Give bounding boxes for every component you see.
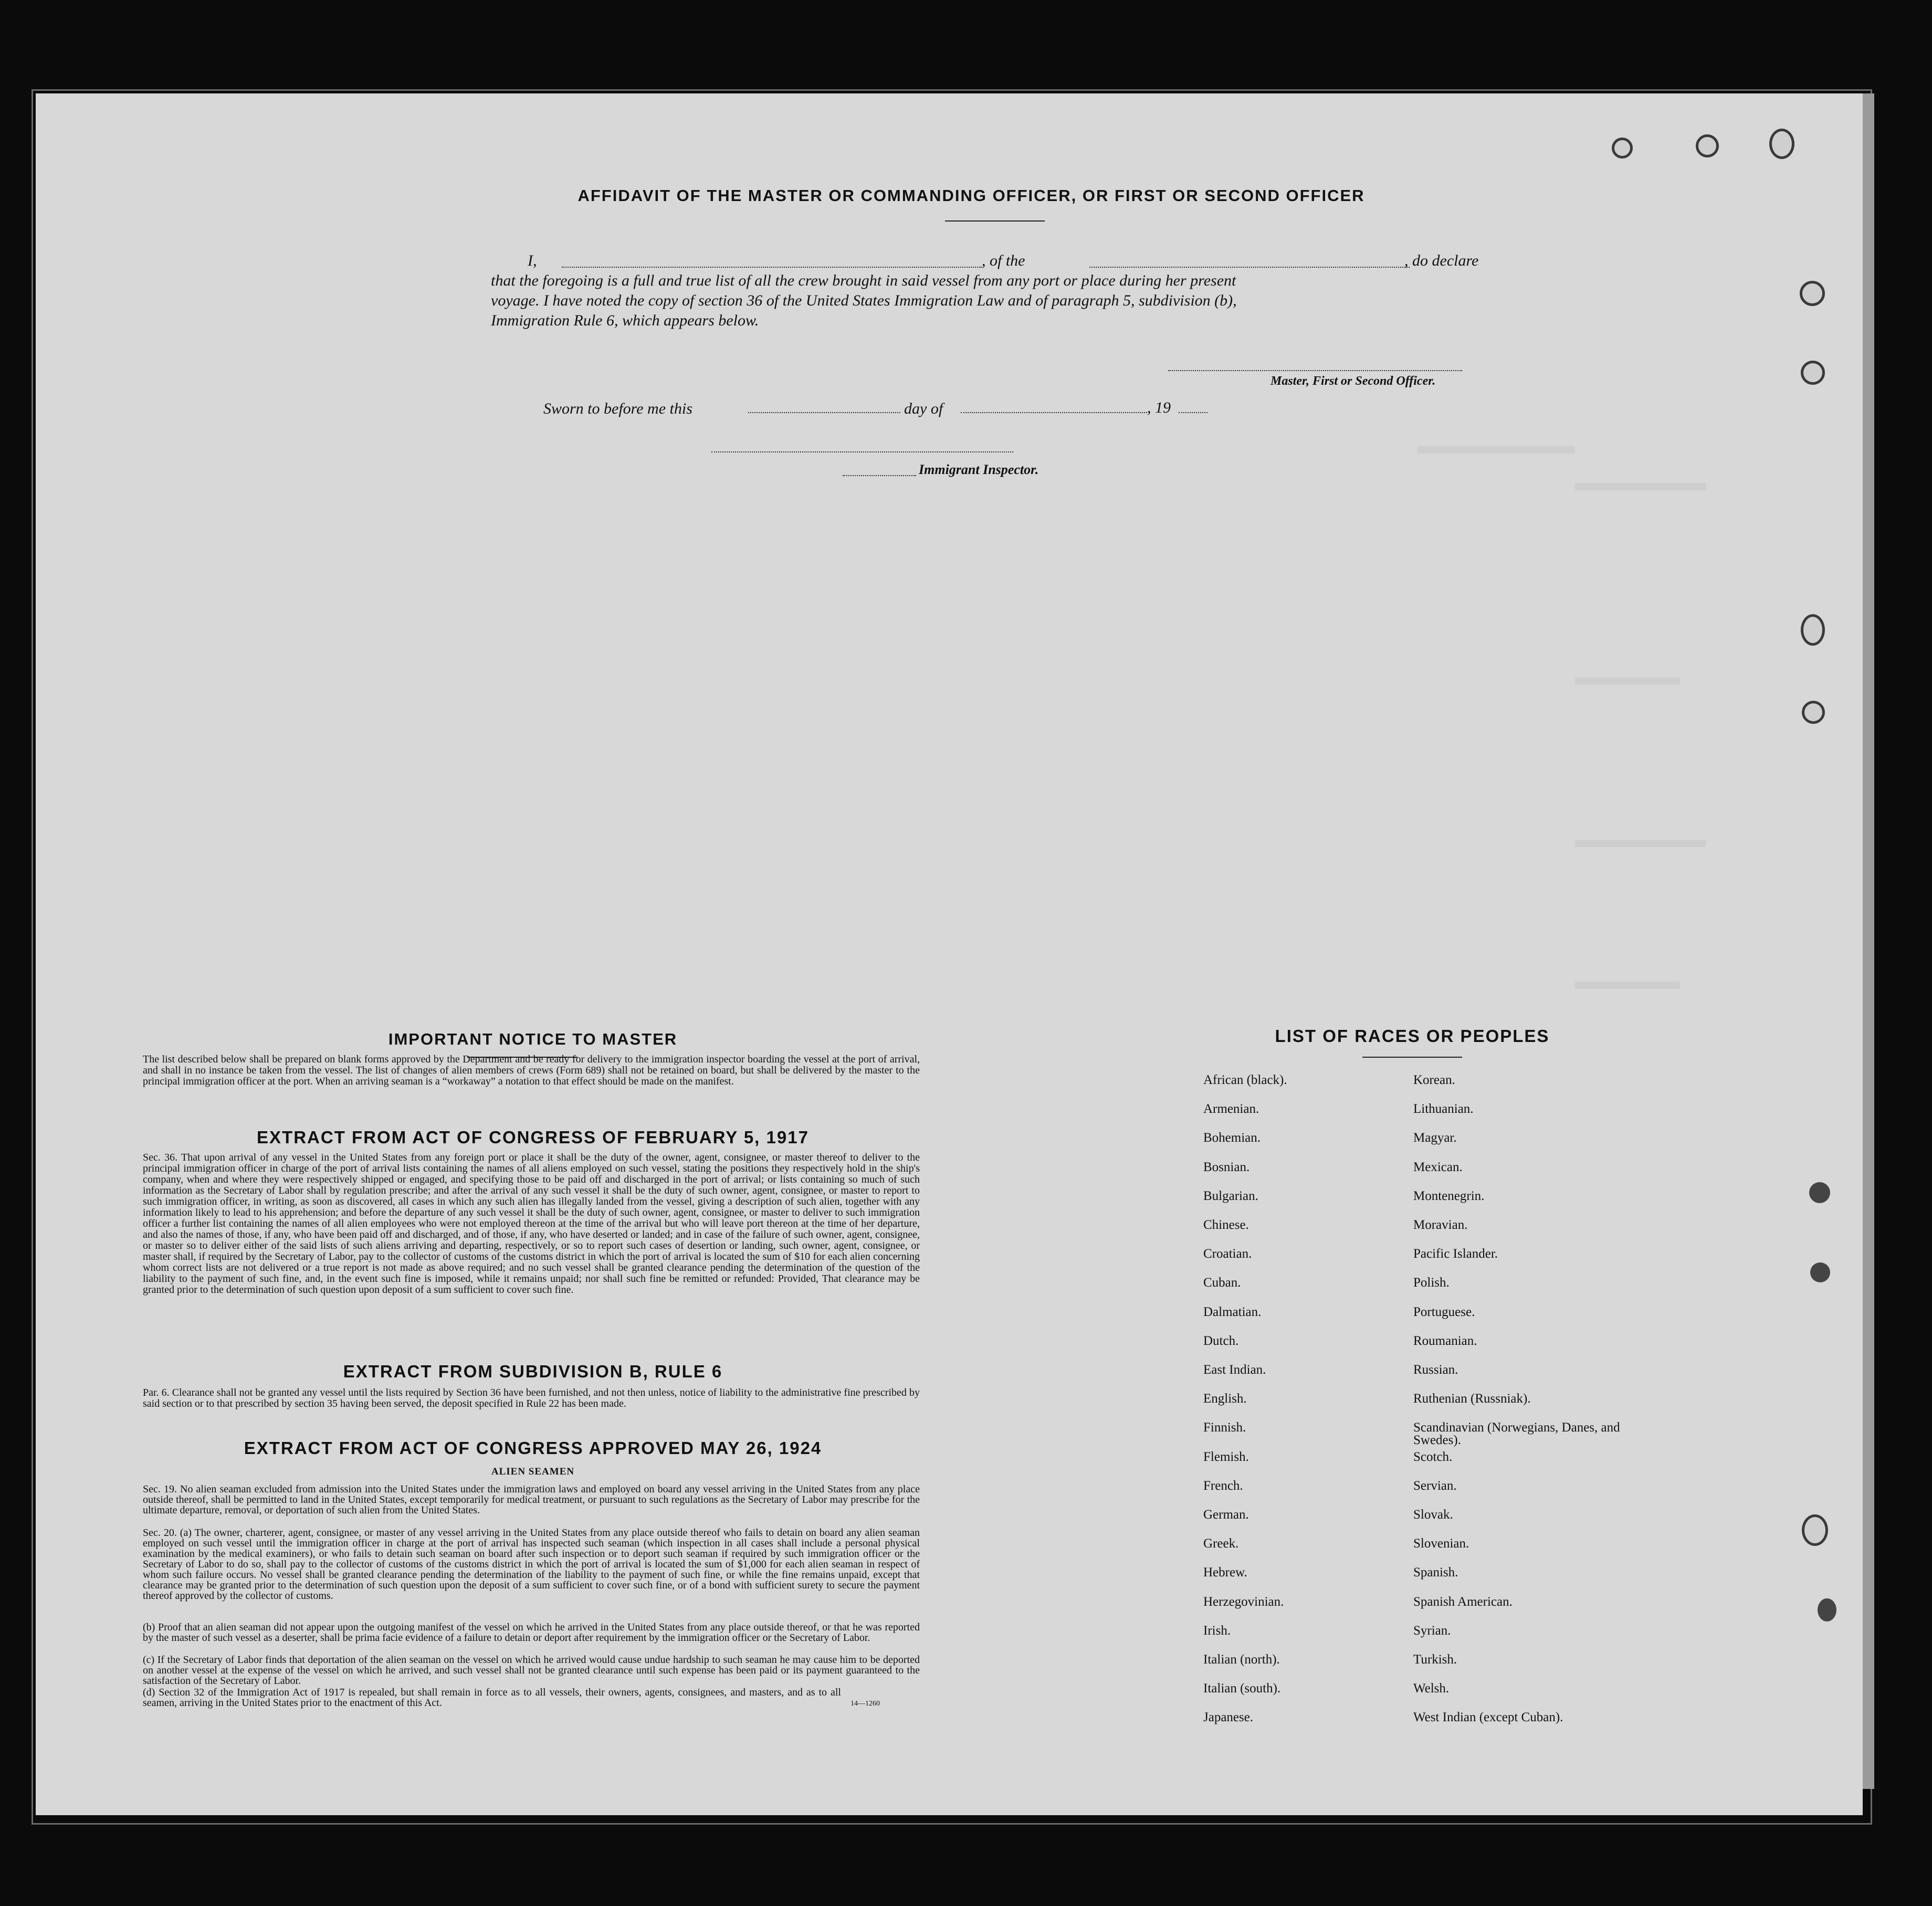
race-item: Hebrew. <box>1203 1565 1247 1580</box>
race-item: German. <box>1203 1508 1249 1522</box>
extract-1924-sec20c: (c) If the Secretary of Labor finds that deportation of the alien seaman on the vessel on which he arrived would cause undue hardship to such seaman he may cause him to be deported on another vessel at the expense of the vessel on which he arrived, and such vessel shall not be granted clearance until such expense has been paid or its payment guaranteed to the satisfaction of the Secretary of Labor. <box>143 1654 920 1687</box>
race-item: Cuban. <box>1203 1276 1241 1290</box>
race-item: Slovenian. <box>1413 1536 1469 1551</box>
vessel-blank[interactable] <box>1089 267 1410 268</box>
extract-1917-title: EXTRACT FROM ACT OF CONGRESS OF FEBRUARY 5, 1917 <box>257 1128 809 1147</box>
i-label: I, <box>528 252 537 269</box>
race-item: Roumanian. <box>1413 1333 1477 1348</box>
extract-1924-sec20a: Sec. 20. (a) The owner, charterer, agent, consignee, or master of any vessel arriving in the United States from any place outside thereof who fails to detain on board any alien seaman employed on such vessel until the immigration officer in charge at the port of arrival has inspected such seaman (which inspection in all cases shall include a personal physical examination by the medical examiners), or who fails to detain such seaman on board after such inspection or to deport such seaman if required by such immigration officer or the Secretary of Labor to do so, shall pay to the collector of customs of the customs district in which the port of arrival is located the sum of $1,000 for each alien seaman in respect of whom such failure occurs. No vessel shall be granted clearance pending the determination of the liability to the payment of such fine, or while the fine remains unpaid, except that clearance may be granted prior to the determination of such question upon the deposit of a sum sufficient to cover such fine, or of a bond with sufficient surety to secure the payment thereof approved by the collector of customs. <box>143 1527 920 1602</box>
race-item: English. <box>1203 1392 1247 1406</box>
year-label: , 19 <box>1147 399 1171 416</box>
punch-hole-icon <box>1800 281 1825 306</box>
race-item: Bulgarian. <box>1203 1188 1258 1203</box>
punch-hole-dark-icon <box>1809 1182 1830 1203</box>
race-item: Magyar. <box>1413 1131 1457 1145</box>
punch-hole-icon <box>1801 614 1825 646</box>
affidavit-line-2: that the foregoing is a full and true list of all the crew brought in said vessel from any port or place during her present <box>491 272 1236 289</box>
extract-1924-subtitle: ALIEN SEAMEN <box>491 1466 575 1477</box>
affidavit-line-4: Immigration Rule 6, which appears below. <box>491 312 759 329</box>
extract-1924-sec19: Sec. 19. No alien seaman excluded from admission into the United States under the immigration laws and employed on board any vessel arriving in the United States from any place outside thereof, shall be permitted to land in the United States, except temporarily for medical treatment, or pursuant to such regulations as the Secretary of Labor may prescribe for the ultimate departure, removal, or deportation of such alien from the United States. <box>143 1483 920 1516</box>
form-number: 14—1260 <box>850 1700 880 1708</box>
punch-hole-icon <box>1769 129 1794 159</box>
race-item: Slovak. <box>1413 1508 1453 1522</box>
extract-rule6-text: Par. 6. Clearance shall not be granted any vessel until the lists required by Section 36 have been furnished, and not then unless, notice of liability to the administrative fine prescribed by said section or to that prescribed by section 35 having been served, the deposit specified in Rule 22 has been made. <box>143 1387 920 1409</box>
notice-text: The list described below shall be prepared on blank forms approved by the Department and be ready for delivery to the immigration inspector boarding the vessel at the port of arrival, and shall in no instance be taken from the vessel. The list of changes of alien members of crews (Form 689) shall not be retained on board, but shall be delivered by the master to the principal immigration officer at the port. When an arriving seaman is a “workaway” a notation to that effect should be made on the manifest. <box>143 1054 920 1087</box>
sworn-label: Sworn to before me this <box>543 400 692 417</box>
affidavit-title: AFFIDAVIT OF THE MASTER OR COMMANDING OFFICER, OR FIRST OR SECOND OFFICER <box>578 186 1365 205</box>
notice-title: IMPORTANT NOTICE TO MASTER <box>388 1030 678 1048</box>
race-item: Lithuanian. <box>1413 1102 1474 1117</box>
race-item: Scandinavian (Norwegians, Danes, and Swedes). <box>1413 1420 1620 1448</box>
race-item: Portuguese. <box>1413 1304 1475 1319</box>
races-title-underline <box>1362 1057 1462 1058</box>
affidavit-body <box>491 251 1504 331</box>
punch-hole-icon <box>1612 138 1633 159</box>
name-blank[interactable] <box>562 267 982 268</box>
inspector-label: Immigrant Inspector. <box>919 462 1039 477</box>
race-item: Dalmatian. <box>1203 1304 1262 1319</box>
race-item: Armenian. <box>1203 1102 1259 1117</box>
punch-hole-dark-icon <box>1810 1262 1830 1282</box>
race-item: Mexican. <box>1413 1160 1463 1174</box>
race-item: West Indian (except Cuban). <box>1413 1710 1563 1725</box>
extract-1924-sec20b: (b) Proof that an alien seaman did not appear upon the outgoing manifest of the vessel on which he arrived in the United States from any place outside thereof, or that he was reported by the master of such vessel as a deserter, shall be prima facie evidence of a failure to detain or deport after requirement by the immigration officer or the Secretary of Labor. <box>143 1621 920 1644</box>
punch-hole-icon <box>1802 701 1825 724</box>
sworn-day-blank[interactable] <box>748 412 900 413</box>
race-item: Spanish American. <box>1413 1594 1513 1609</box>
race-item: French. <box>1203 1478 1243 1493</box>
race-item: Welsh. <box>1413 1681 1450 1696</box>
race-item: Dutch. <box>1203 1333 1239 1348</box>
race-item: Italian (north). <box>1203 1652 1280 1667</box>
race-item: Turkish. <box>1413 1652 1457 1667</box>
punch-hole-icon <box>1802 1514 1828 1546</box>
of-the-label: , of the <box>982 252 1025 269</box>
races-left-column <box>1203 1074 1403 1725</box>
race-item: Servian. <box>1413 1478 1457 1493</box>
race-item: Irish. <box>1203 1623 1231 1638</box>
affidavit-line-3: voyage. I have noted the copy of section 36 of the United States Immigration Law and of paragraph 5, subdivision (b), <box>491 292 1237 309</box>
race-item: Chinese. <box>1203 1218 1249 1232</box>
race-item: Finnish. <box>1203 1420 1246 1435</box>
race-item: African (black). <box>1203 1073 1287 1087</box>
punch-hole-icon <box>1696 134 1719 157</box>
race-item: Greek. <box>1203 1536 1239 1551</box>
punch-hole-dark-icon <box>1818 1598 1836 1621</box>
extract-1917-text: Sec. 36. That upon arrival of any vessel in the United States from any foreign port or place it shall be the duty of the owner, agent, consignee, or master thereof to deliver to the principal immigration officer in charge of the port of arrival lists containing the names of all aliens employed on such vessel, stating the positions they respectively hold in the ship's company, when and where they were respectively shipped or engaged, and specifying those to be paid off and discharged in the port of arrival; or lists containing so much of such information as the Secretary of Labor shall by regulation prescribe; and after the arrival of any such vessel it shall be the duty of such owner, agent, consignee, or master to report to such immigration officer, in writing, as soon as discovered, all cases in which any such alien has illegally landed from the vessel, giving a description of such alien, together with any information likely to lead to his apprehension; and before the departure of any such vessel it shall be the duty of such owner, agent, consignee, or master to deliver to such immigration officer a further list containing the names of all alien employees who were not employed thereon at the time of the arrival but who will leave port thereon at the time of her departure, and also the names of those, if any, who have been paid off and discharged, and of those, if any, who have deserted or landed; and in case of the failure of such owner, agent, consignee, or master so to deliver either of the said lists of such aliens arriving and departing, respectively, or so to report such cases of desertion or landing, such owner, agent, consignee, or master shall, if required by the Secretary of Labor, pay to the collector of customs of the customs district in which the port of arrival is located the sum of $10 for each alien concerning whom correct lists are not delivered or a true report is not made as above required; and no such vessel shall be granted clearance pending the determination of the question of the liability to the payment of such fine, and, in the event such fine is imposed, while it remains unpaid; nor shall such fine be remitted or refunded: Provided, That clearance may be granted prior to the determination of such question upon deposit of a sum sufficient to cover such fine. <box>143 1152 920 1296</box>
race-item: Bohemian. <box>1203 1131 1261 1145</box>
extract-1924-title: EXTRACT FROM ACT OF CONGRESS APPROVED MAY 26, 1924 <box>244 1438 822 1458</box>
race-item: Ruthenian (Russniak). <box>1413 1392 1531 1406</box>
sworn-year-blank[interactable] <box>1179 412 1208 413</box>
races-title: LIST OF RACES OR PEOPLES <box>1275 1026 1550 1046</box>
extract-rule6-title: EXTRACT FROM SUBDIVISION B, RULE 6 <box>343 1362 723 1381</box>
race-item: East Indian. <box>1203 1363 1266 1377</box>
race-item: Croatian. <box>1203 1247 1252 1261</box>
do-declare-label: , do declare <box>1404 252 1479 269</box>
race-item: Montenegrin. <box>1413 1188 1485 1203</box>
day-of-label: day of <box>904 400 943 417</box>
master-signature-line[interactable] <box>1168 370 1462 371</box>
race-item: Flemish. <box>1203 1449 1249 1464</box>
race-item: Spanish. <box>1413 1565 1458 1580</box>
race-item: Herzegovinian. <box>1203 1594 1284 1609</box>
extract-1924-sec20d: (d) Section 32 of the Immigration Act of 1917 is repealed, but shall remain in force as to all vessels, their owners, agents, consignees, and masters, and as to all seamen, arriving in the United States prior to the enactment of this Act. <box>143 1687 841 1709</box>
race-item: Scotch. <box>1413 1449 1453 1464</box>
inspector-signature-line[interactable] <box>711 451 1013 452</box>
page-edge-strip <box>1863 93 1874 1789</box>
race-item: Russian. <box>1413 1363 1458 1377</box>
race-item: Pacific Islander. <box>1413 1247 1498 1261</box>
race-item: Korean. <box>1413 1073 1455 1087</box>
punch-hole-icon <box>1801 361 1825 385</box>
race-item: Japanese. <box>1203 1710 1254 1725</box>
race-item: Moravian. <box>1413 1218 1468 1232</box>
race-item: Syrian. <box>1413 1623 1451 1638</box>
inspector-short-line[interactable] <box>843 475 916 476</box>
sworn-month-blank[interactable] <box>961 412 1147 413</box>
race-item: Polish. <box>1413 1276 1450 1290</box>
master-signature-label: Master, First or Second Officer. <box>1270 374 1436 388</box>
race-item: Bosnian. <box>1203 1160 1250 1174</box>
race-item: Italian (south). <box>1203 1681 1281 1696</box>
races-right-column <box>1413 1074 1634 1725</box>
title-underline <box>945 220 1045 222</box>
